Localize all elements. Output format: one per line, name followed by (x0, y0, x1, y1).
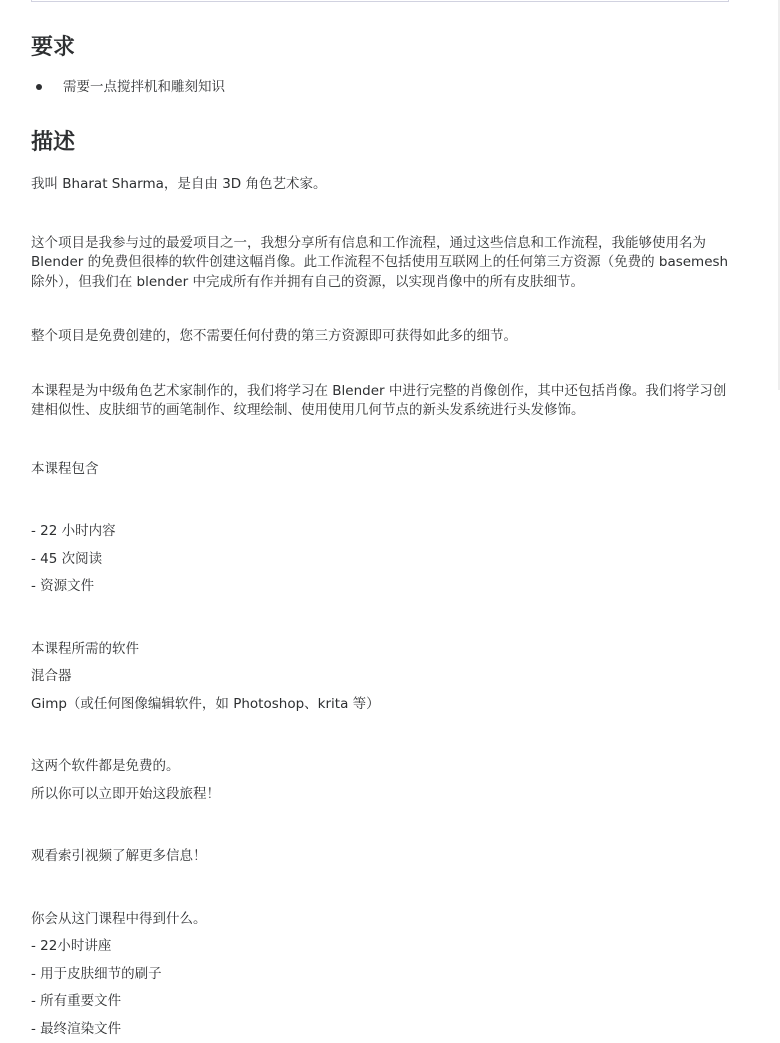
requirement-item: 需要一点搅拌机和雕刻知识 (31, 75, 733, 99)
free-note: 所以你可以立即开始这段旅程！ (31, 781, 733, 809)
gain-item: - 最终渲染文件 (31, 1016, 733, 1043)
gain-item: - 所有重要文件 (31, 988, 733, 1016)
description-body (31, 171, 733, 1043)
includes-item: - 资源文件 (31, 573, 733, 601)
previous-section-box (31, 0, 729, 2)
description-paragraph-1: 这个项目是我参与过的最爱项目之一，我想分享所有信息和工作流程，通过这些信息和工作流程，我能够使用名为 Blender 的免费但很棒的软件创建这幅肖像。此工作流程不包括使用互联网上的任何第三方资源（免费的 basemesh 除外），但我们在 blender 中完成所有作并拥有自己的资源，以实现肖像中的所有皮肤细节。 (31, 234, 733, 293)
gain-heading: 你会从这门课程中得到什么。 (31, 906, 733, 934)
requirements-title: 要求 (31, 30, 733, 66)
gain-item: - 用于皮肤细节的刷子 (31, 961, 733, 989)
software-item: Gimp（或任何图像编辑软件，如 Photoshop、krita 等） (31, 691, 733, 719)
free-note: 这两个软件都是免费的。 (31, 753, 733, 781)
includes-item: - 45 次阅读 (31, 546, 733, 574)
requirements-list (31, 75, 733, 99)
description-paragraph-3: 本课程是为中级角色艺术家制作的，我们将学习在 Blender 中进行完整的肖像创作，其中还包括肖像。我们将学习创建相似性、皮肤细节的画笔制作、纹理绘制、使用使用几何节点的新头发系统进行头发修饰。 (31, 382, 733, 421)
description-intro: 我叫 Bharat Sharma，是自由 3D 角色艺术家。 (31, 171, 733, 199)
description-title: 描述 (31, 125, 733, 161)
includes-heading: 本课程包含 (31, 456, 733, 484)
includes-item: - 22 小时内容 (31, 518, 733, 546)
watch-note: 观看索引视频了解更多信息！ (31, 843, 733, 871)
software-item: 混合器 (31, 663, 733, 691)
course-details (31, 30, 733, 1043)
software-heading: 本课程所需的软件 (31, 636, 733, 664)
description-paragraph-2: 整个项目是免费创建的，您不需要任何付费的第三方资源即可获得如此多的细节。 (31, 327, 733, 347)
gain-item: - 22小时讲座 (31, 933, 733, 961)
